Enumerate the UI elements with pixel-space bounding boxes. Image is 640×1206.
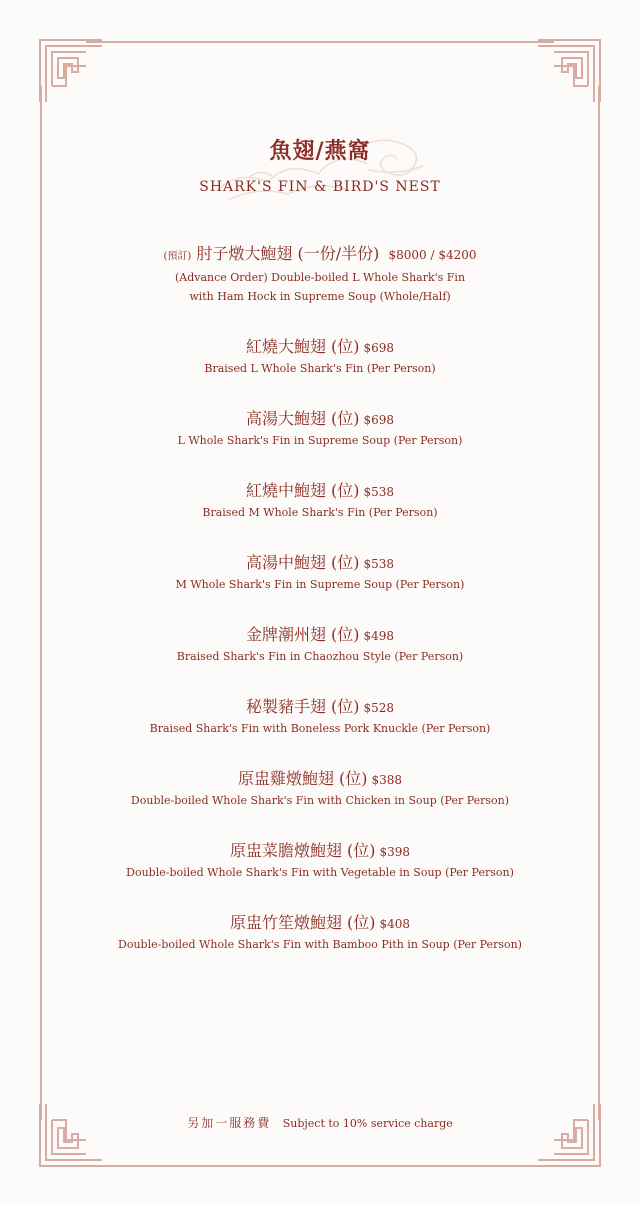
service-charge-en: Subject to 10% service charge [282,1117,453,1130]
menu-item-name-en: Double-boiled Whole Shark's Fin with Vegetable in Soup (Per Person) [126,866,514,879]
service-charge-zh: 另加一服務費 [187,1116,272,1130]
menu-item-price: $698 [363,341,395,355]
menu-item-price: $398 [379,845,411,859]
menu-item-name-zh: 高湯大鮑翅 (位) [245,409,360,428]
menu-item [0,243,640,306]
menu-item [0,912,640,954]
corner-ornament-bottom-right [536,1102,602,1168]
menu-item [0,624,640,666]
menu-item [0,480,640,522]
menu-item-prefix: (預訂) [163,251,192,262]
service-charge-note [0,1114,640,1131]
menu-item-name-en: Double-boiled Whole Shark's Fin with Chicken in Soup (Per Person) [130,794,510,807]
corner-ornament-top-left [38,38,104,104]
menu-item-name-zh: 原盅雞燉鮑翅 (位) [237,769,368,788]
menu-item-name-zh: 肘子燉大鮑翅 (一份/半份) [196,244,380,263]
menu-item-price: $698 [363,413,395,427]
menu-item-name-zh: 原盅竹笙燉鮑翅 (位) [229,913,376,932]
menu-item-name-en: Braised M Whole Shark's Fin (Per Person) [202,506,438,519]
menu-item-name-en: M Whole Shark's Fin in Supreme Soup (Per Person) [175,578,465,591]
border-top [86,41,554,43]
menu-item-price: $528 [363,701,395,715]
menu-item-price: $498 [363,629,395,643]
menu-item-price: $388 [371,773,403,787]
menu-item [0,768,640,810]
menu-item-price: $408 [379,917,411,931]
menu-item-price: $538 [363,485,395,499]
menu-item-name-en: Double-boiled Whole Shark's Fin with Bamboo Pith in Soup (Per Person) [118,938,522,951]
menu-item-name-en: Braised Shark's Fin with Boneless Pork Knuckle (Per Person) [149,722,491,735]
menu-item [0,840,640,882]
menu-item [0,336,640,378]
menu-item-name-en-continued: with Ham Hock in Supreme Soup (Whole/Half) [189,290,451,303]
corner-ornament-bottom-left [38,1102,104,1168]
page-title-zh: 魚翅/燕窩 [269,138,371,164]
menu-item-name-zh: 紅燒大鮑翅 (位) [245,337,360,356]
menu-item-name-en: L Whole Shark's Fin in Supreme Soup (Per Person) [177,434,463,447]
menu-item-name-zh: 秘製豬手翅 (位) [245,697,360,716]
menu-list [0,243,640,954]
corner-ornament-top-right [536,38,602,104]
menu-item-price: $8000 / $4200 [388,248,477,262]
page-header [0,134,640,195]
menu-item-name-en: Braised Shark's Fin in Chaozhou Style (Per Person) [176,650,464,663]
menu-item-price: $538 [363,557,395,571]
menu-item-name-zh: 金牌潮州翅 (位) [245,625,360,644]
menu-item-name-en: (Advance Order) Double-boiled L Whole Shark's Fin [174,271,466,284]
menu-item [0,552,640,594]
menu-item-name-zh: 高湯中鮑翅 (位) [245,553,360,572]
menu-item-name-en: Braised L Whole Shark's Fin (Per Person) [204,362,436,375]
menu-item-name-zh: 原盅菜膽燉鮑翅 (位) [229,841,376,860]
page-title-en: SHARK'S FIN & BIRD'S NEST [199,179,441,195]
menu-item-name-zh: 紅燒中鮑翅 (位) [245,481,360,500]
border-bottom [86,1165,554,1167]
menu-item [0,696,640,738]
menu-item [0,408,640,450]
